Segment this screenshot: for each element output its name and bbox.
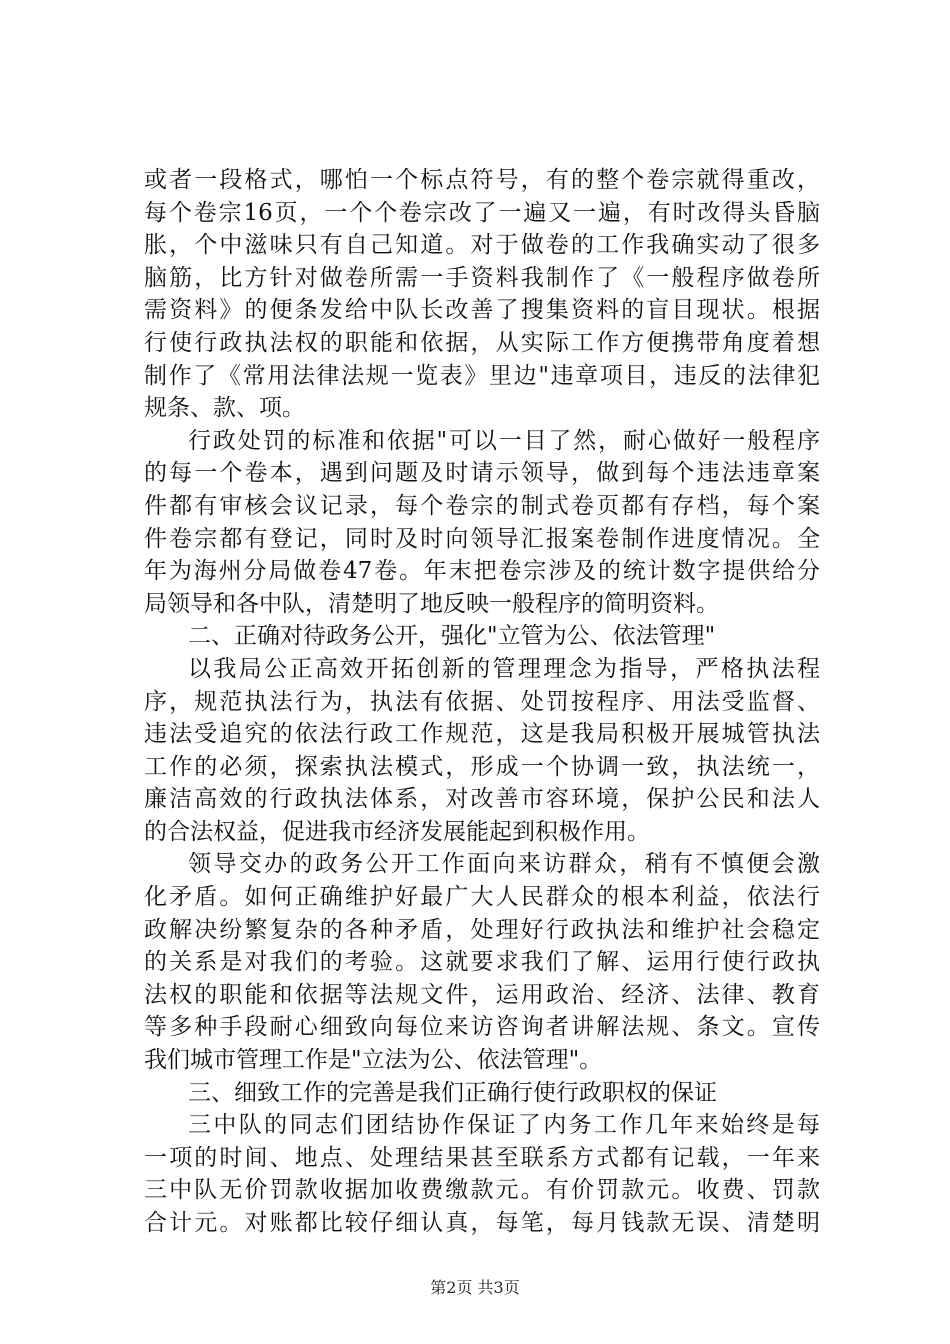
page-footer: 第2页 共3页 bbox=[430, 1278, 520, 1297]
text-line: 以我局公正高效开拓创新的管理理念为指导，严格执法程 bbox=[188, 655, 820, 682]
text-line: 脑筋，比方针对做卷所需一手资料我制作了《一般程序做卷所 bbox=[144, 264, 820, 291]
text-line: 年为海州分局做卷47卷。年末把卷宗涉及的统计数字提供给分 bbox=[144, 558, 820, 585]
text-line: 工作的必须，探索执法模式，形成一个协调一致，执法统一， bbox=[144, 753, 820, 780]
text-line: 序，规范执法行为，执法有依据、处罚按程序、用法受监督、 bbox=[144, 688, 820, 715]
text-line: 合计元。对账都比较仔细认真，每笔，每月钱款无误、清楚明 bbox=[144, 1210, 820, 1236]
text-line: 三中队的同志们团结协作保证了内务工作几年来始终是每 bbox=[188, 1112, 820, 1139]
text-line: 胀，个中滋味只有自己知道。对于做卷的工作我确实动了很多 bbox=[144, 232, 820, 259]
text-line: 的关系是对我们的考验。这就要求我们了解、运用行使行政执 bbox=[144, 949, 820, 976]
text-line: 违法受追究的依法行政工作规范，这是我局积极开展城管执法 bbox=[144, 721, 820, 748]
text-line: 二、正确对待政务公开，强化"立管为公、依法管理" bbox=[188, 623, 716, 650]
text-line: 政解决纷繁复杂的各种矛盾，处理好行政执法和维护社会稳定 bbox=[144, 916, 820, 943]
text-line: 或者一段格式，哪怕一个标点符号，有的整个卷宗就得重改， bbox=[144, 167, 820, 193]
document-body bbox=[144, 164, 820, 1240]
text-line: 一项的时间、地点、处理结果甚至联系方式都有记载，一年来 bbox=[144, 1144, 820, 1171]
text-line: 法权的职能和依据等法规文件，运用政治、经济、法律、教育 bbox=[144, 981, 820, 1008]
text-line: 三、细致工作的完善是我们正确行使行政职权的保证 bbox=[188, 1079, 717, 1106]
text-line: 需资料》的便条发给中队长改善了搜集资料的盲目现状。根据 bbox=[144, 297, 820, 324]
text-line: 行政处罚的标准和依据"可以一目了然，耐心做好一般程序 bbox=[188, 427, 820, 454]
text-line: 等多种手段耐心细致向每位来访咨询者讲解法规、条文。宣传 bbox=[144, 1014, 820, 1041]
text-line: 的合法权益，促进我市经济发展能起到积极作用。 bbox=[144, 818, 650, 845]
text-line: 制作了《常用法律法规一览表》里边"违章项目，违反的法律犯 bbox=[144, 362, 820, 389]
text-line: 领导交办的政务公开工作面向来访群众，稍有不慎便会激 bbox=[188, 851, 820, 878]
text-line: 的每一个卷本，遇到问题及时请示领导，做到每个违法违章案 bbox=[144, 460, 820, 487]
text-line: 行使行政执法权的职能和依据，从实际工作方便携带角度着想 bbox=[144, 329, 820, 356]
text-line: 局领导和各中队，清楚明了地反映一般程序的简明资料。 bbox=[144, 590, 719, 617]
text-line: 件都有审核会议记录，每个卷宗的制式卷页都有存档，每个案 bbox=[144, 492, 820, 519]
text-line: 化矛盾。如何正确维护好最广大人民群众的根本利益，依法行 bbox=[144, 884, 820, 911]
text-line: 每个卷宗16页，一个个卷宗改了一遍又一遍，有时改得头昏脑 bbox=[144, 199, 820, 226]
text-line: 我们城市管理工作是"立法为公、依法管理"。 bbox=[144, 1047, 603, 1074]
text-line: 件卷宗都有登记，同时及时向领导汇报案卷制作进度情况。全 bbox=[144, 525, 820, 552]
text-line: 三中队无价罚款收据加收费缴款元。有价罚款元。收费、罚款 bbox=[144, 1177, 820, 1204]
text-line: 廉洁高效的行政执法体系，对改善市容环境，保护公民和法人 bbox=[144, 786, 820, 813]
text-line: 规条、款、项。 bbox=[144, 395, 305, 422]
